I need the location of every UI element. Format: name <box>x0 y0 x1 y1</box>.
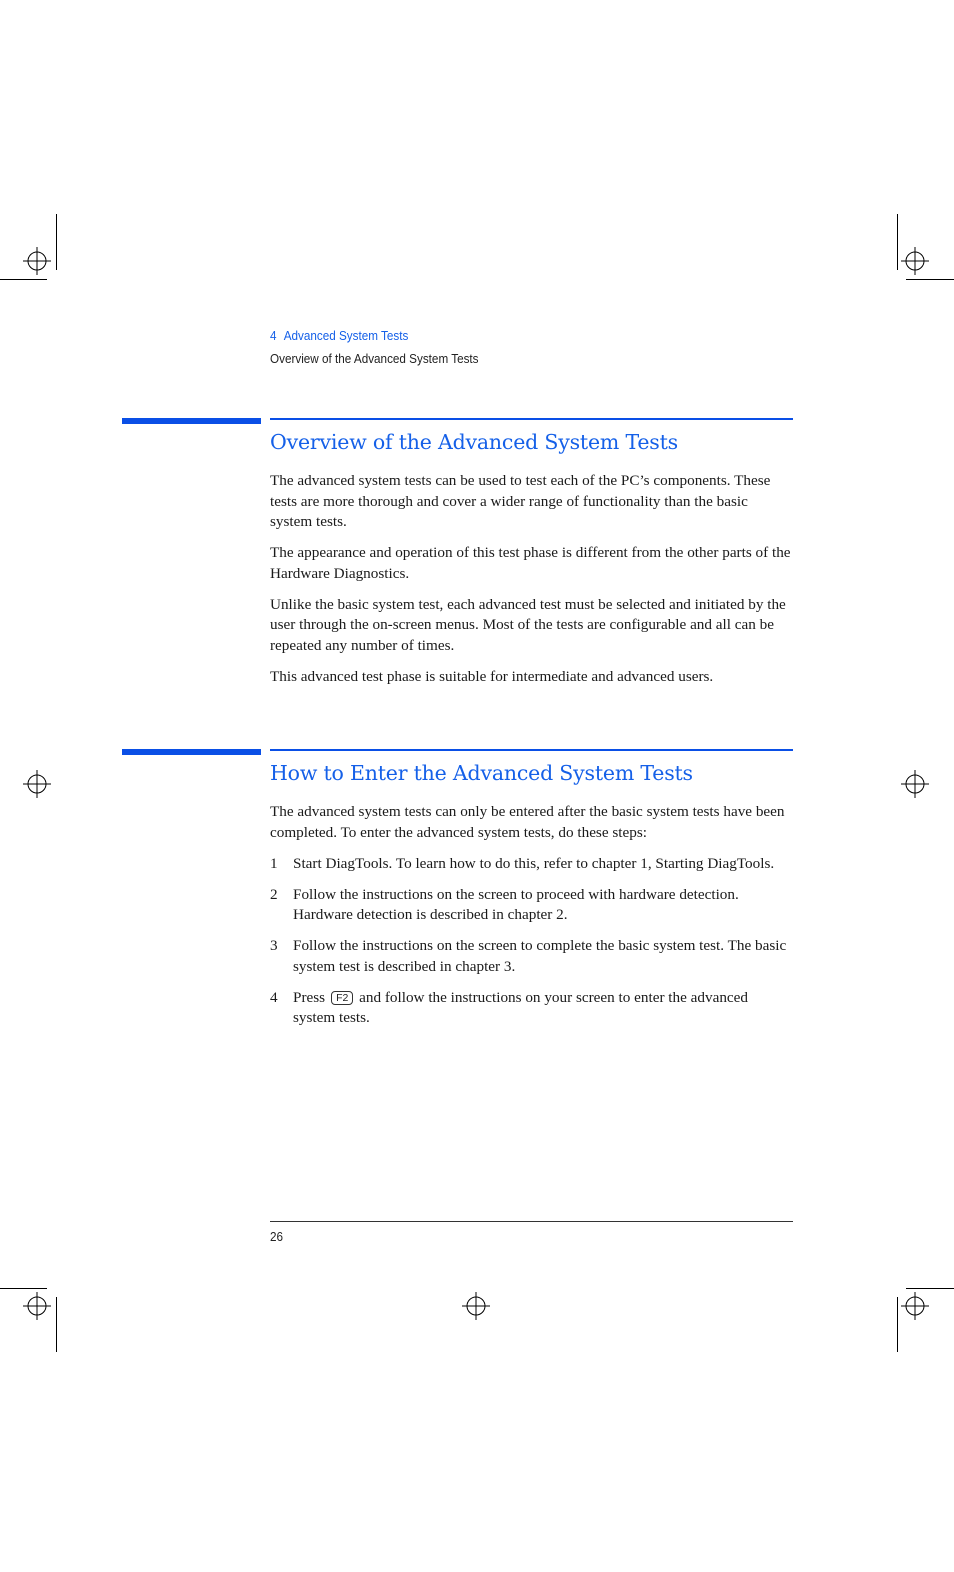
section-title-how-to-enter: How to Enter the Advanced System Tests <box>270 761 693 785</box>
list-item <box>270 988 793 1029</box>
list-item <box>270 936 793 977</box>
section-title-overview: Overview of the Advanced System Tests <box>270 430 678 454</box>
list-item <box>270 885 793 926</box>
step-text: Follow the instructions on the screen to proceed with hardware detection. Hardware detection is described in chapter 2. <box>293 885 739 923</box>
footer-rule <box>270 1221 793 1222</box>
page-number: 26 <box>270 1229 284 1244</box>
list-item <box>270 854 793 875</box>
step-text: Start DiagTools. To learn how to do this, refer to chapter 1, Starting DiagTools. <box>293 854 775 872</box>
chapter-title: Advanced System Tests <box>283 328 409 343</box>
running-header-section: Overview of the Advanced System Tests <box>270 351 479 366</box>
step-number: 4 <box>270 988 278 1006</box>
f2-key-icon: F2 <box>331 991 353 1005</box>
chapter-number: 4 <box>270 328 277 343</box>
step-text-before: Press <box>293 988 326 1006</box>
section-body-overview <box>270 471 793 698</box>
paragraph: The advanced system tests can be used to test each of the PC’s components. These tests are more thorough and cover a wider range of functionality than the basic system tests. <box>270 472 771 530</box>
section-rule <box>270 749 793 751</box>
step-text: Follow the instructions on the screen to complete the basic system test. The basic system test is described in chapter 3. <box>293 937 787 975</box>
section-bar-thick <box>122 749 261 755</box>
intro-paragraph: The advanced system tests can only be entered after the basic system tests have been completed. To enter the advanced system tests, do these steps: <box>270 803 785 841</box>
paragraph: Unlike the basic system test, each advanced test must be selected and initiated by the user through the on-screen menus. Most of the tests are configurable and all can be repeated any number of times. <box>270 595 786 654</box>
steps-list <box>270 854 793 1029</box>
paragraph: This advanced test phase is suitable for intermediate and advanced users. <box>270 667 714 685</box>
running-header-chapter <box>270 328 408 343</box>
section-bar-thick <box>122 418 261 424</box>
section-rule <box>270 418 793 420</box>
section-body-how-to-enter <box>270 802 793 1039</box>
paragraph: The appearance and operation of this test phase is different from the other parts of the Hardware Diagnostics. <box>270 544 791 582</box>
step-text-after: and follow the instructions on your screen to enter the advanced system tests. <box>293 988 748 1026</box>
step-number: 1 <box>270 854 278 872</box>
step-number: 3 <box>270 937 278 954</box>
step-number: 2 <box>270 885 278 903</box>
